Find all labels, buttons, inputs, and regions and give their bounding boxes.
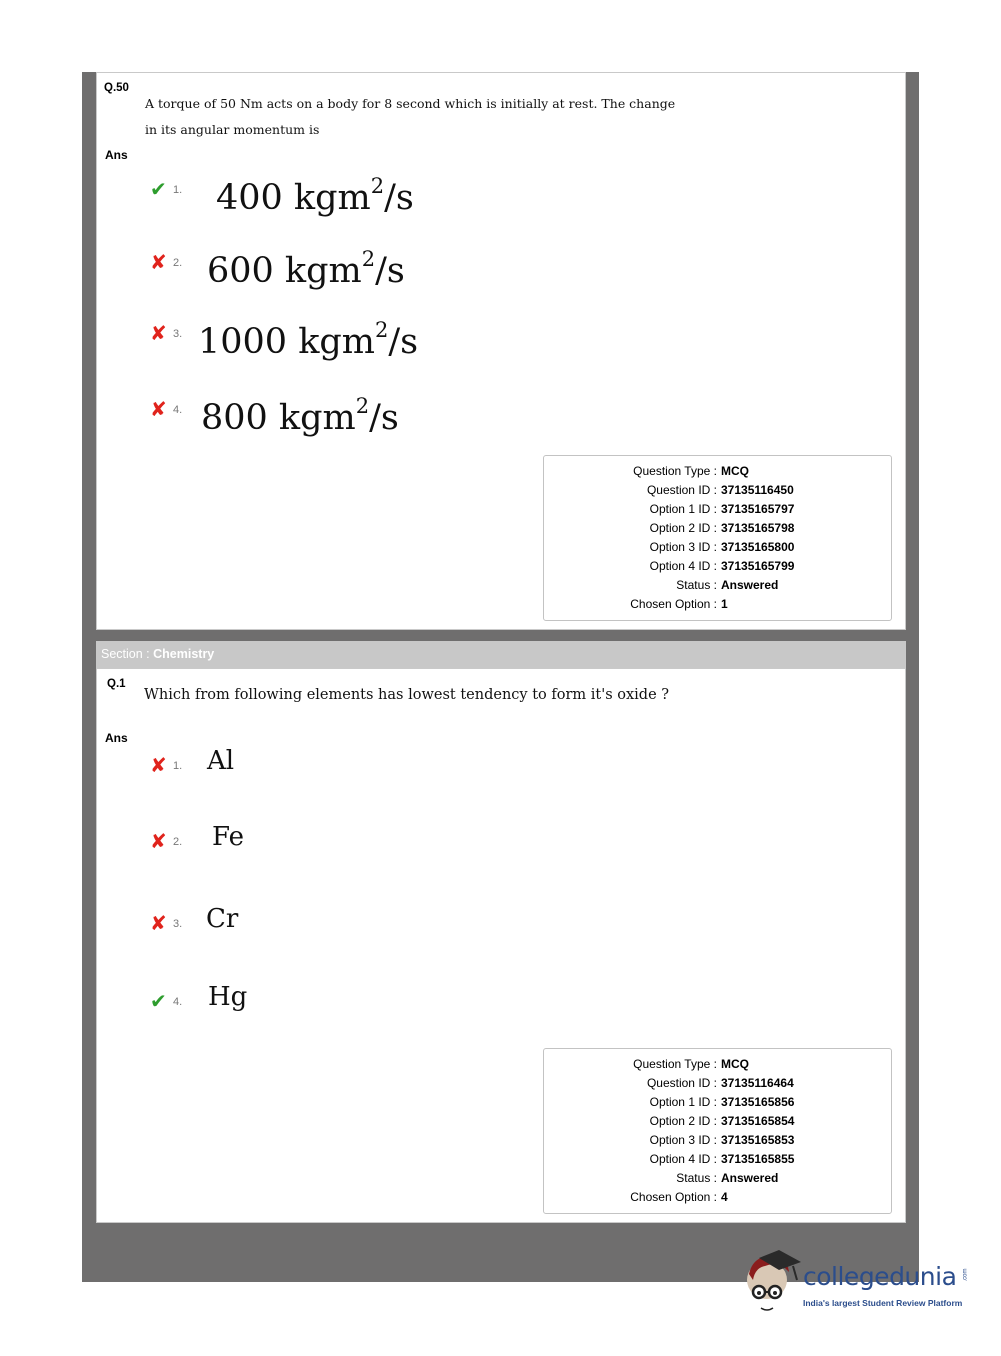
option-value: 600 kgm$^2$/s	[207, 247, 405, 291]
info-option-3-id: Option 3 ID : 37135165800	[544, 538, 891, 557]
logo-tagline: India's largest Student Review Platform	[803, 1298, 963, 1308]
question-text	[145, 91, 685, 143]
info-chosen-option: Chosen Option : 4	[544, 1188, 891, 1207]
check-icon: ✔	[150, 991, 167, 1013]
info-option-2-id: Option 2 ID : 37135165854	[544, 1112, 891, 1131]
option-number: 4.	[173, 996, 183, 1008]
option-number: 1.	[173, 760, 183, 772]
info-option-4-id: Option 4 ID : 37135165855	[544, 1150, 891, 1169]
option-number: 1.	[173, 184, 183, 196]
info-option-3-id: Option 3 ID : 37135165853	[544, 1131, 891, 1150]
option-value: Fe	[212, 822, 245, 852]
collegedunia-logo	[745, 1250, 975, 1320]
info-option-1-id: Option 1 ID : 37135165856	[544, 1093, 891, 1112]
info-option-2-id: Option 2 ID : 37135165798	[544, 519, 891, 538]
mascot-icon	[745, 1250, 805, 1320]
question-info-box	[543, 455, 892, 621]
option-value: Cr	[206, 904, 239, 934]
answer-label: Ans	[105, 148, 128, 162]
section-name: Chemistry	[153, 647, 215, 661]
section-header	[96, 641, 906, 668]
info-option-4-id: Option 4 ID : 37135165799	[544, 557, 891, 576]
option-number: 4.	[173, 404, 183, 416]
cross-icon: ✘	[150, 323, 167, 345]
cross-icon: ✘	[150, 831, 167, 853]
info-question-id: Question ID : 37135116464	[544, 1074, 891, 1093]
logo-suffix: .com	[962, 1268, 969, 1282]
answer-label: Ans	[105, 731, 128, 745]
question-number: Q.1	[107, 678, 126, 690]
option-value: Al	[207, 746, 235, 776]
question-number: Q.50	[104, 82, 129, 94]
info-option-1-id: Option 1 ID : 37135165797	[544, 500, 891, 519]
question-text-line: A torque of 50 Nm acts on a body for 8 second which is initially at rest. The change	[145, 96, 676, 111]
cross-icon: ✘	[150, 913, 167, 935]
option-number: 2.	[173, 836, 183, 848]
info-chosen-option: Chosen Option : 1	[544, 595, 891, 614]
question-text-line: in its angular momentum is	[145, 122, 320, 137]
info-status: Status : Answered	[544, 576, 891, 595]
info-status: Status : Answered	[544, 1169, 891, 1188]
option-number: 2.	[173, 257, 183, 269]
option-value: 1000 kgm$^2$/s	[198, 318, 419, 362]
info-question-type: Question Type : MCQ	[544, 1055, 891, 1074]
cross-icon: ✘	[150, 755, 167, 777]
question-info-box	[543, 1048, 892, 1214]
option-value: 400 kgm$^2$/s	[216, 174, 414, 218]
info-question-id: Question ID : 37135116450	[544, 481, 891, 500]
option-value: Hg	[208, 982, 248, 1012]
option-value: 800 kgm$^2$/s	[201, 394, 399, 438]
check-icon: ✔	[150, 179, 167, 201]
info-question-type: Question Type : MCQ	[544, 462, 891, 481]
question-text: Which from following elements has lowest tendency to form it's oxide ?	[144, 687, 670, 703]
option-number: 3.	[173, 328, 183, 340]
section-label: Section :	[101, 647, 150, 661]
cross-icon: ✘	[150, 399, 167, 421]
logo-wordmark: collegedunia	[803, 1262, 957, 1291]
cross-icon: ✘	[150, 252, 167, 274]
option-number: 3.	[173, 918, 183, 930]
